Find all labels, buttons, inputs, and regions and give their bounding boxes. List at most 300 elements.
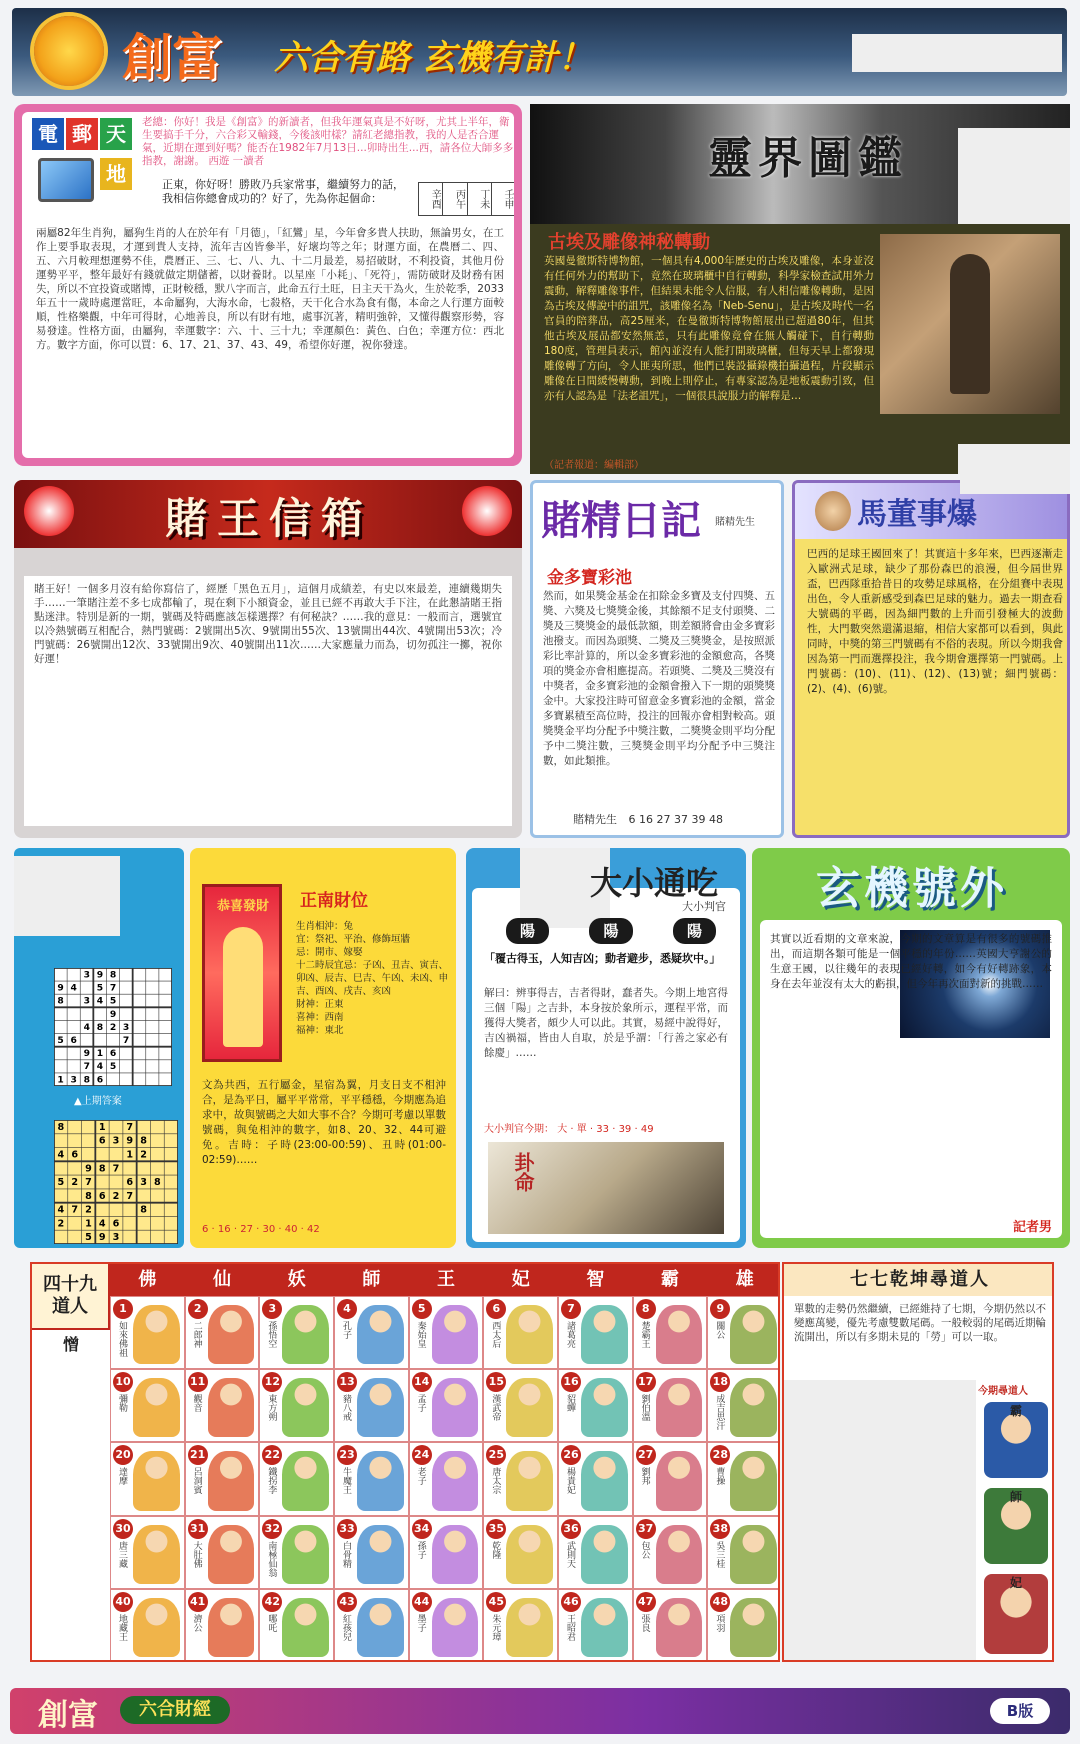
fortynine-figure bbox=[432, 1305, 479, 1364]
fortynine-figure bbox=[357, 1305, 404, 1364]
sudoku-bottom-svg bbox=[54, 1120, 178, 1244]
fortynine-figure bbox=[656, 1305, 703, 1364]
fortynine-name: 秦始皇 bbox=[415, 1321, 426, 1348]
dice-king-header bbox=[14, 480, 522, 548]
sudoku-digit: 7 bbox=[126, 1190, 134, 1202]
sudoku-digit: 6 bbox=[98, 1135, 106, 1147]
fortynine-cell bbox=[633, 1369, 708, 1442]
fortynine-number: 3 bbox=[262, 1299, 282, 1319]
fortynine-cell bbox=[334, 1516, 409, 1589]
fortynine-name: 唐太宗 bbox=[490, 1467, 501, 1495]
fortynine-cell bbox=[259, 1442, 334, 1515]
fortynine-cell bbox=[110, 1589, 185, 1662]
fortynine-cell bbox=[558, 1369, 633, 1442]
sudoku-digit: 1 bbox=[98, 1121, 106, 1133]
wealth-info-6: 喜神：西南 bbox=[296, 1012, 344, 1023]
sudoku-digit: 8 bbox=[140, 1135, 147, 1147]
fortynine-cell bbox=[707, 1442, 780, 1515]
fortynine-cell bbox=[558, 1589, 633, 1662]
wealth-info bbox=[296, 920, 450, 1070]
fortynine-figure bbox=[656, 1525, 703, 1584]
side77-body: 單數的走勢仍然繼續，已經維持了七期，今期仍然以不變應萬變，優先考慮雙數尾碼。一般較弱的尾碼近期輪流開出，所以有多期未見的「勞」可以一取。 bbox=[794, 1303, 1046, 1343]
side77-figure-1 bbox=[984, 1402, 1048, 1478]
fortynine-figure bbox=[730, 1451, 777, 1510]
chart-col-3: 丁未 bbox=[468, 183, 492, 215]
horse-title: 馬董事爆 bbox=[857, 497, 977, 532]
fortynine-figure bbox=[282, 1378, 329, 1437]
gambler-diary-subtitle: 金多寶彩池 bbox=[547, 568, 632, 585]
fortynine-figure bbox=[133, 1525, 180, 1584]
fortynine-cell bbox=[409, 1296, 484, 1369]
fortynine-number: 26 bbox=[561, 1445, 581, 1465]
fortynine-figure bbox=[581, 1378, 628, 1437]
fortynine-figure bbox=[133, 1305, 180, 1364]
sudoku-grid-bottom bbox=[54, 1120, 178, 1244]
fortynine-cell bbox=[483, 1442, 558, 1515]
fortynine-figure bbox=[432, 1378, 479, 1437]
fortynine-cell bbox=[110, 1442, 185, 1515]
wealth-info-1: 生肖相沖：兔 bbox=[296, 921, 354, 932]
sudoku-digit: 7 bbox=[109, 982, 117, 994]
fortynine-cell bbox=[334, 1369, 409, 1442]
fortynine-number: 23 bbox=[337, 1445, 357, 1465]
footer-page: B版 bbox=[990, 1698, 1050, 1724]
bigsmall-number-label: 大小判官今期： bbox=[484, 1124, 554, 1135]
wealth-info-4: 十二時辰宜忌：子凶、丑吉、寅吉、卯凶、辰吉、巳吉、午凶、未凶、申吉、酉凶、戌吉、亥凶 bbox=[296, 960, 449, 997]
fortynine-cell bbox=[185, 1296, 260, 1369]
fortynine-number: 47 bbox=[636, 1592, 656, 1612]
wealth-info-2: 宜：祭祀、平治、修飾垣牆 bbox=[296, 934, 411, 945]
fortynine-header-7: 智 bbox=[586, 1269, 605, 1290]
gambler-diary-num-6: 48 bbox=[709, 813, 723, 826]
side77-panel bbox=[782, 1262, 1054, 1662]
bigsmall-tags bbox=[506, 918, 716, 944]
sudoku-digit: 4 bbox=[96, 1061, 104, 1073]
fortynine-number: 15 bbox=[486, 1372, 506, 1392]
fortynine-number: 36 bbox=[561, 1519, 581, 1539]
fortynine-name: 西太后 bbox=[490, 1321, 501, 1348]
fortynine-header-8: 霸 bbox=[661, 1269, 680, 1290]
fortynine-name: 牛魔王 bbox=[341, 1467, 351, 1495]
fortynine-figure bbox=[581, 1451, 628, 1510]
fortynine-name: 如來佛祖 bbox=[117, 1321, 127, 1357]
mailbox-intro: 老總：你好！我是《創富》的新讀者，但我年運氣真是不好呀，尤其上半年，衛生要搞手千分，六合彩又輸錢，今後該咁樣？請紅老總指教，我的人是否合運氣，近期在運到好嗎？能否在1982年7月13日...卯時出生...西，請各位大師多多指教，謝謝。 西遊 一讀者 bbox=[142, 116, 514, 167]
sudoku-digit: 4 bbox=[57, 1149, 65, 1161]
mystery-body: 其實以近看期的文章來說，今期的文章算是有很多的號碼推出，而這期各類可能是一個平穩的年份……英國大亨謝公的生意王國，以往幾年的表現已經好轉，如今有好轉跡象，本身在去年並沒有太大的虧損，但今年再次面對新的挑戰…… bbox=[770, 933, 1052, 990]
fortynine-number: 45 bbox=[486, 1592, 506, 1612]
sudoku-digit: 4 bbox=[57, 1204, 65, 1216]
wealth-num-5: 40 bbox=[284, 1224, 298, 1235]
bigsmall-quote: 「覆古得玉，人知吉凶；動者避步，悉疑坎中。」 bbox=[484, 952, 721, 965]
fortynine-cell bbox=[334, 1296, 409, 1369]
fortynine-cell bbox=[110, 1296, 185, 1369]
fortynine-number: 7 bbox=[561, 1299, 581, 1319]
sudoku-digit: 4 bbox=[98, 1218, 106, 1230]
sudoku-digit: 3 bbox=[112, 1135, 120, 1147]
wealth-num-4: 30 bbox=[262, 1224, 276, 1235]
sudoku-digit: 9 bbox=[98, 1232, 106, 1244]
fortynine-number: 40 bbox=[113, 1592, 133, 1612]
header-banner bbox=[12, 8, 1067, 96]
side77-figure-3 bbox=[984, 1574, 1048, 1654]
fortynine-name: 東方朔 bbox=[266, 1394, 277, 1422]
sudoku-digit: 9 bbox=[96, 969, 104, 981]
fortynine-figure bbox=[581, 1305, 628, 1364]
fortynine-cell bbox=[633, 1589, 708, 1662]
fortynine-cell bbox=[633, 1442, 708, 1515]
fortynine-name: 大肚佛 bbox=[191, 1540, 202, 1568]
fortynine-number: 22 bbox=[262, 1445, 282, 1465]
fortynine-figure bbox=[506, 1525, 553, 1584]
fortynine-number: 20 bbox=[113, 1445, 133, 1465]
fortynine-number: 10 bbox=[113, 1372, 133, 1392]
fortynine-cell bbox=[259, 1296, 334, 1369]
fortynine-cell bbox=[185, 1369, 260, 1442]
sudoku-digit: 1 bbox=[57, 1074, 64, 1086]
fortynine-number: 44 bbox=[412, 1592, 432, 1612]
wealth-scroll bbox=[202, 884, 282, 1062]
sudoku-digit: 2 bbox=[109, 1021, 117, 1033]
bigsmall-body: 解曰：辨事得吉，吉者得財，蠢者失。今期上地宮得三個「陽」之吉卦，本身按於象所示，運程平常，而獲得大獎者，頗少人可以此。其實，易經中說得好，吉凶禍福，皆由人自取，於是乎謂：「行善之家必有餘慶」…… bbox=[484, 987, 728, 1059]
sudoku-digit: 5 bbox=[57, 1034, 64, 1046]
fortynine-name: 楚霸王 bbox=[639, 1321, 650, 1348]
fortynine-figure bbox=[656, 1451, 703, 1510]
fortynine-number: 13 bbox=[337, 1372, 357, 1392]
bigsmall-couplet: 卦命 bbox=[511, 1152, 535, 1192]
fortynine-figure bbox=[730, 1305, 777, 1364]
ghost-subtitle: 古埃及雕像神秘轉動 bbox=[548, 232, 710, 253]
fortynine-header-1: 佛 bbox=[138, 1269, 157, 1290]
fortynine-cell bbox=[110, 1516, 185, 1589]
fortynine-number: 41 bbox=[188, 1592, 208, 1612]
sudoku-digit: 4 bbox=[96, 995, 104, 1007]
fortynine-number: 16 bbox=[561, 1372, 581, 1392]
sudoku-digit: 8 bbox=[153, 1177, 161, 1189]
sudoku-digit: 3 bbox=[122, 1021, 130, 1033]
fortynine-header-9: 雄 bbox=[735, 1269, 754, 1290]
fortynine-grid bbox=[32, 1296, 780, 1662]
sudoku-digit: 8 bbox=[98, 1163, 106, 1175]
fortynine-cell bbox=[185, 1589, 260, 1662]
fortynine-number: 1 bbox=[113, 1299, 133, 1319]
sudoku-digit: 8 bbox=[109, 969, 117, 981]
fortynine-name: 唐三藏 bbox=[117, 1540, 127, 1568]
fortynine-name: 觀音 bbox=[191, 1394, 202, 1413]
fortynine-cell bbox=[707, 1516, 780, 1589]
fortynine-figure bbox=[133, 1378, 180, 1437]
wealth-body: 文為共西，五行屬金，星宿為翼，月支日支不相沖合，是為平日，屬平平常常，平平穩穩，今期應為追求中，故與號碼之大如大事不合？今期可考慮以單數號碼，與兔相沖的數字，如8、20、32、44可避免。吉時：子時(23:00-00:59)、丑時(01:00-02:59)…… bbox=[202, 1079, 446, 1166]
sudoku-digit: 2 bbox=[112, 1190, 120, 1202]
chart-col-2: 丙午 bbox=[443, 183, 467, 215]
wealth-num-2: 16 bbox=[217, 1224, 231, 1235]
fortynine-name: 包公 bbox=[639, 1540, 650, 1559]
side77-title: 七七乾坤尋道人 bbox=[784, 1264, 1054, 1296]
header-brand: 創富 bbox=[122, 28, 222, 87]
fortynine-figure bbox=[506, 1598, 553, 1657]
fortynine-cell bbox=[558, 1296, 633, 1369]
wealth-info-7: 福神：東北 bbox=[296, 1025, 344, 1036]
sudoku-digit: 6 bbox=[98, 1190, 106, 1202]
bigsmall-num-1: 大 bbox=[557, 1124, 568, 1135]
bigsmall-tag-3: 陽 bbox=[673, 918, 716, 944]
fortynine-name: 吳三桂 bbox=[714, 1540, 725, 1568]
statue-figure bbox=[950, 254, 990, 394]
horse-body: 巴西的足球王國回來了！其實這十多年來，巴西逐漸走入歐洲式足球，缺少了那份森巴的浪漫，但今屆世界盃，巴西隊重拾昔日的攻勢足球風格，在分組賽中表現出色，令人重新感受到森巴足球的魅力。過去一期查看大號碼的平碼，因為細門數的上升而引發極大的波動性，大門數突然還滿退縮，相信大家都可以看到，與此同時，中獎的第三門號碼有不俗的表現。所以今期我會因為第一門而選擇投注，我今期會選擇第一門號碼。上門號碼：(10)、(11)、(12)、(13)號；細門號碼：(2)、(4)、(6)號。 bbox=[807, 548, 1063, 695]
sudoku-digit: 9 bbox=[83, 1048, 90, 1060]
side77-char-1: 霸 bbox=[1009, 1404, 1022, 1418]
fortynine-cell bbox=[409, 1589, 484, 1662]
fortynine-figure bbox=[656, 1378, 703, 1437]
horse-avatar-icon bbox=[815, 491, 851, 531]
fortynine-number: 9 bbox=[710, 1299, 730, 1319]
side77-today-label: 今期尋道人 bbox=[978, 1386, 1028, 1397]
fortynine-figure bbox=[432, 1451, 479, 1510]
wealth-info-3: 忌：開市、嫁娶 bbox=[296, 947, 363, 958]
sudoku-digit: 4 bbox=[83, 1021, 90, 1033]
fortynine-number: 31 bbox=[188, 1519, 208, 1539]
sudoku-digit: 6 bbox=[109, 1048, 117, 1060]
fortynine-figure bbox=[432, 1525, 479, 1584]
bigsmall-tag-1: 陽 bbox=[506, 918, 549, 944]
ghost-redacted-box-1 bbox=[958, 128, 1070, 228]
gambler-diary-num-5: 39 bbox=[691, 813, 706, 826]
footer-bar bbox=[10, 1688, 1070, 1734]
fortynine-figure bbox=[282, 1598, 329, 1657]
fortynine-number: 35 bbox=[486, 1519, 506, 1539]
fortynine-figure bbox=[282, 1305, 329, 1364]
gambler-diary-num-2: 16 bbox=[639, 813, 653, 826]
fortynine-header-2: 仙 bbox=[213, 1269, 231, 1290]
sudoku-digit: 8 bbox=[57, 1121, 65, 1133]
sudoku-digit: 3 bbox=[70, 1074, 77, 1086]
dice-king-panel bbox=[14, 480, 522, 838]
sudoku-digit: 1 bbox=[126, 1149, 134, 1161]
fortynine-name: 成吉思汗 bbox=[714, 1394, 725, 1431]
header-slogan: 六合有路 玄機有計！ bbox=[274, 38, 592, 78]
wealth-god-figure bbox=[223, 927, 263, 1047]
sudoku-digit: 9 bbox=[109, 1008, 117, 1020]
ghost-note: （記者報道：編輯部） bbox=[544, 460, 644, 471]
fortynine-figure bbox=[133, 1451, 180, 1510]
fortynine-figure bbox=[730, 1598, 777, 1657]
sudoku-top-svg bbox=[54, 968, 172, 1086]
fortynine-cell bbox=[409, 1516, 484, 1589]
fortynine-number: 28 bbox=[710, 1445, 730, 1465]
fortynine-header-4: 師 bbox=[362, 1269, 381, 1290]
bigsmall-numbers: 大小判官今期： 大 · 單 · 33 · 39 · 49 bbox=[484, 1124, 654, 1135]
mailbox-title-2: 郵 bbox=[66, 118, 98, 150]
mailbox-logo bbox=[32, 118, 132, 218]
fortynine-name: 乾隆 bbox=[490, 1540, 501, 1559]
fortynine-label-bottom: 憎 bbox=[62, 1335, 79, 1352]
bigsmall-author: 大小判官 bbox=[682, 900, 726, 913]
horse-panel bbox=[792, 480, 1070, 838]
fortynine-name: 達摩 bbox=[117, 1467, 127, 1486]
sudoku-digit: 3 bbox=[83, 969, 90, 981]
fortynine-number: 14 bbox=[412, 1372, 432, 1392]
ghost-panel bbox=[530, 104, 1070, 474]
sudoku-digit: 8 bbox=[83, 1074, 90, 1086]
sudoku-digit: 7 bbox=[126, 1121, 134, 1133]
bigsmall-panel bbox=[466, 848, 746, 1248]
bigsmall-num-4: 39 bbox=[618, 1124, 632, 1135]
fortynine-name: 關公 bbox=[714, 1321, 725, 1339]
gambler-diary-num-3: 27 bbox=[656, 813, 671, 826]
sudoku-digit: 6 bbox=[96, 1074, 104, 1086]
wealth-scroll-text: 恭喜發財 bbox=[216, 899, 269, 914]
fortynine-name: 貂蟬 bbox=[565, 1394, 575, 1413]
bigsmall-num-2: 單 bbox=[576, 1124, 587, 1135]
sudoku-digit: 1 bbox=[85, 1218, 92, 1230]
ghost-title: 靈界圖鑑 bbox=[708, 133, 908, 182]
fortynine-name: 彌勒 bbox=[117, 1394, 127, 1413]
fortynine-number: 42 bbox=[262, 1592, 282, 1612]
fortynine-figure bbox=[506, 1305, 553, 1364]
sudoku-digit: 5 bbox=[57, 1177, 65, 1189]
fortynine-figure bbox=[133, 1598, 180, 1657]
fortynine-number: 32 bbox=[262, 1519, 282, 1539]
chart-col-1: 辛酉 bbox=[419, 183, 443, 215]
fortynine-name: 地藏王 bbox=[117, 1613, 127, 1641]
gambler-diary-body: 然而，如果獎金基金在扣除金多寶及支付四獎、五獎、六獎及七獎獎金後，其餘額不足支付頭獎、二獎及三獎獎金的最低款額，則差額將會由金多寶彩池撥支。而因為頭獎、二獎及三獎獎金，是按照派彩比率計算的，所以金多寶彩池的金額愈高，各獎項的獎金亦會相應提高。若頭獎、二獎及三獎沒有中獎者，金多寶彩池的金額會撥入下一期的頭獎獎金中。大家投注時可留意金多寶彩池的金額，當金多寶累積至高位時，投注的回報亦會相對較高。頭獎獎金平均分配予中獎注數，二獎獎金則平均分配予中二獎注數，三獎獎金則平均分配予中三獎注數，如此類推。 bbox=[543, 590, 775, 767]
fortynine-figure bbox=[208, 1305, 255, 1364]
fortynine-number: 43 bbox=[337, 1592, 357, 1612]
fortynine-number: 33 bbox=[337, 1519, 357, 1539]
fortynine-name: 孫悟空 bbox=[266, 1321, 277, 1348]
dice-king-title: 賭王信箱 bbox=[164, 494, 373, 543]
fortynine-cell bbox=[483, 1589, 558, 1662]
fortynine-name: 豬八戒 bbox=[341, 1394, 351, 1422]
fortynine-cell bbox=[259, 1516, 334, 1589]
fortynine-figure bbox=[282, 1451, 329, 1510]
bigsmall-title: 大小通吃 bbox=[589, 864, 718, 898]
fortynine-cell bbox=[334, 1589, 409, 1662]
sun-logo-icon bbox=[34, 16, 104, 86]
sudoku-digit: 9 bbox=[57, 982, 64, 994]
side77-char-2: 師 bbox=[1009, 1490, 1022, 1504]
fortynine-name: 老子 bbox=[415, 1467, 426, 1486]
gambler-diary-num-1: 6 bbox=[628, 813, 636, 826]
fortynine-number: 11 bbox=[188, 1372, 208, 1392]
clown-right-icon bbox=[462, 486, 512, 536]
fortynine-figure bbox=[656, 1598, 703, 1657]
fortynine-figure bbox=[208, 1451, 255, 1510]
fortynine-figure bbox=[730, 1525, 777, 1584]
fortynine-figure bbox=[208, 1525, 255, 1584]
fortynine-number: 2 bbox=[188, 1299, 208, 1319]
fortynine-name: 漢武帝 bbox=[490, 1394, 501, 1422]
fortynine-number: 12 bbox=[262, 1372, 282, 1392]
fortynine-label-top: 四十九道人 bbox=[43, 1274, 97, 1317]
fortynine-figure bbox=[730, 1378, 777, 1437]
fortynine-name: 哪吒 bbox=[266, 1613, 277, 1632]
ghost-content bbox=[530, 224, 1070, 474]
clown-left-icon bbox=[24, 486, 74, 536]
sudoku-digit: 3 bbox=[140, 1177, 147, 1189]
sudoku-digit: 3 bbox=[83, 995, 90, 1007]
fortynine-figure bbox=[357, 1598, 404, 1657]
bigsmall-tag-2: 陽 bbox=[589, 918, 632, 944]
side77-char-3: 妃 bbox=[1009, 1576, 1022, 1590]
mailbox-title-1: 電 bbox=[32, 118, 64, 150]
fortynine-figure bbox=[432, 1598, 479, 1657]
gambler-diary-footer bbox=[573, 811, 783, 829]
ghost-body: 英國曼徹斯特博物館，一個具有4,000年歷史的古埃及雕像，本身並沒有任何外力的幫助下，竟然在玻璃櫃中自行轉動，科學家檢查試用外力震動，解釋雕像事件，但結果未能令人信服，有人相信雕像轉動，是因為古埃及傳說中的詛咒，該雕像名為「Neb-Senu」，是古埃及時代一名官員的陪葬品，高25厘米，在曼徹斯特博物館展出已超過80年，但其他古埃及展品都安然無恙，只有此雕像竟會在無人觸碰下，自行轉動180度，管理員表示，館內並沒有人能打開玻璃櫃，但每天早上都發現雕像轉了方向，令人匪夷所思，他們已裝設攝錄機拍攝過程，片段顯示雕像在日間緩慢轉動，到晚上則停止，有專家認為是地板震動引致，但亦有人認為是「法老詛咒」，一個很具說服力的解釋是… bbox=[544, 255, 874, 402]
sudoku-digit: 7 bbox=[71, 1204, 79, 1216]
sudoku-digit: 5 bbox=[109, 1061, 117, 1073]
fortynine-number: 5 bbox=[412, 1299, 432, 1319]
fortynine-name: 墨子 bbox=[415, 1613, 426, 1632]
fortynine-name: 張良 bbox=[639, 1613, 650, 1632]
computer-icon bbox=[38, 158, 94, 202]
fortynine-cell bbox=[409, 1442, 484, 1515]
side77-figure-2 bbox=[984, 1488, 1048, 1564]
fortynine-cell bbox=[483, 1369, 558, 1442]
sudoku-digit: 2 bbox=[71, 1177, 79, 1189]
sudoku-digit: 2 bbox=[140, 1149, 147, 1161]
fortynine-number: 25 bbox=[486, 1445, 506, 1465]
fortynine-number: 27 bbox=[636, 1445, 656, 1465]
sudoku-digit: 8 bbox=[96, 1021, 104, 1033]
sudoku-digit: 8 bbox=[85, 1190, 92, 1202]
fortynine-cell bbox=[185, 1516, 260, 1589]
gambler-diary-panel bbox=[530, 480, 784, 838]
sudoku-redacted-box bbox=[14, 856, 120, 936]
fortynine-headers bbox=[110, 1264, 780, 1296]
sudoku-grid-top bbox=[54, 968, 172, 1086]
fortynine-name: 二郎神 bbox=[191, 1321, 202, 1348]
dice-king-body: 賭王好！一個多月沒有給你寫信了，經歷「黑色五月」，這個月成績差，有史以來最差，連續幾期失手……一筆賭注差不多七成都輸了，現在剩下小額資金，並且已經不再敢大手下注，在此懇請賭王指點迷津。特別是新的一期，號碼及特碼應該怎樣選擇？有何秘訣？……我的意見：一般而言，選號宜以冷熱號碼互相配合，熱門號碼：2號開出5次、9號開出55次、13號開出44次、4號開出53次；冷門號碼：26號開出12次、33號開出9次、40號開出11次……大家應量力而為，切勿孤注一擲，祝你好運！ bbox=[24, 576, 512, 826]
fortynine-name: 劉邦 bbox=[639, 1467, 650, 1486]
bigsmall-num-3: 33 bbox=[596, 1124, 610, 1135]
sudoku-digit: 6 bbox=[71, 1149, 79, 1161]
bigsmall-num-5: 49 bbox=[640, 1124, 654, 1135]
sudoku-digit: 9 bbox=[126, 1135, 134, 1147]
sudoku-digit: 5 bbox=[85, 1232, 92, 1244]
sudoku-digit: 2 bbox=[85, 1204, 92, 1216]
fortynine-figure bbox=[581, 1525, 628, 1584]
sudoku-digit: 7 bbox=[122, 1034, 130, 1046]
gambler-diary-num-4: 37 bbox=[674, 813, 688, 826]
mailbox-chart bbox=[418, 182, 514, 216]
fortynine-header-3: 妖 bbox=[287, 1269, 306, 1290]
fortynine-cell bbox=[633, 1296, 708, 1369]
fortynine-number: 46 bbox=[561, 1592, 581, 1612]
horse-redacted-box bbox=[960, 444, 1070, 494]
fortynine-cell bbox=[633, 1516, 708, 1589]
header-redacted-box bbox=[852, 34, 1062, 72]
sudoku-digit: 7 bbox=[85, 1177, 92, 1189]
fortynine-name: 朱元璋 bbox=[490, 1613, 501, 1641]
mailbox-panel bbox=[14, 104, 522, 466]
gambler-diary-title: 賭精日記 bbox=[541, 497, 701, 544]
fortynine-figure bbox=[357, 1525, 404, 1584]
fortynine-name: 鐵拐李 bbox=[266, 1467, 277, 1495]
wealth-info-5: 財神：正東 bbox=[296, 999, 344, 1010]
fortynine-name: 呂洞賓 bbox=[191, 1467, 202, 1495]
fortynine-cell bbox=[334, 1442, 409, 1515]
fortynine-cell bbox=[707, 1589, 780, 1662]
sudoku-digit: 2 bbox=[57, 1218, 65, 1230]
fortynine-name: 白骨精 bbox=[341, 1540, 351, 1568]
footer-brand: 創富 bbox=[38, 1698, 98, 1730]
fortynine-name: 諸葛亮 bbox=[565, 1321, 575, 1348]
bigsmall-photo bbox=[488, 1142, 724, 1234]
fortynine-name: 楊貴妃 bbox=[565, 1467, 575, 1495]
fortynine-cell bbox=[558, 1516, 633, 1589]
fortynine-figure bbox=[506, 1378, 553, 1437]
fortynine-number: 18 bbox=[710, 1372, 730, 1392]
